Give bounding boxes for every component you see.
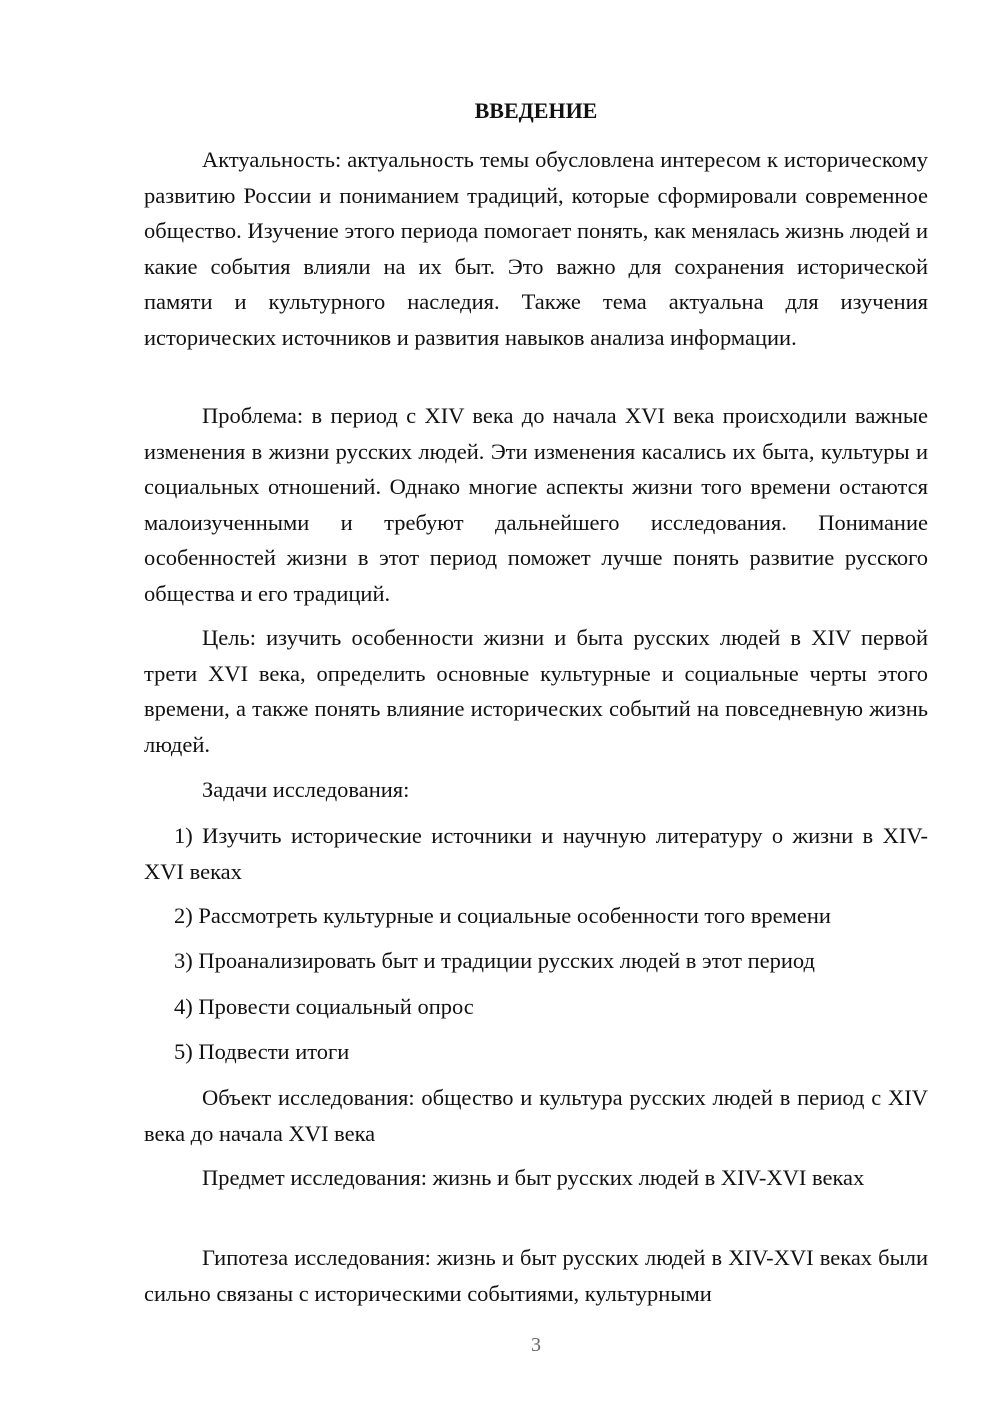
page-number: 3 [531,1334,541,1356]
goal-paragraph: Цель: изучить особенности жизни и быта русских людей в XIV первой трети XVI века, определить основные культурные и социальные черты этого времени, а также понять влияние исторических событий на повседневную жизнь людей. [144,625,928,757]
page-title: ВВЕДЕНИЕ [474,98,598,123]
tasks-heading: Задачи исследования: [202,777,410,802]
subject-paragraph: Предмет исследования: жизнь и быт русских людей в XIV-XVI веках [202,1165,865,1190]
task-item-2: 2) Рассмотреть культурные и социальные особенности того времени [174,903,831,928]
problem-paragraph: Проблема: в период с XIV века до начала XVI века происходили важные изменения в жизни русских людей. Эти изменения касались их быта, культуры и социальных отношений. Однако многие аспекты жизни того времени остаются малоизученными и требуют дальнейшего исследования. Понимание особенностей жизни в этот период поможет лучше понять развитие русского общества и его традиций. [144,403,928,606]
object-paragraph: Объект исследования: общество и культура русских людей в период с XIV века до начала XVI века [144,1085,928,1146]
task-item-3: 3) Проанализировать быт и традиции русских людей в этот период [174,948,815,973]
relevance-paragraph: Актуальность: актуальность темы обусловлена интересом к историческому развитию России и пониманием традиций, которые сформировали современное общество. Изучение этого периода помогает понять, как менялась жизнь людей и какие события влияли на их быт. Это важно для сохранения исторической памяти и культурного наследия. Также тема актуальна для изучения исторических источников и развития навыков анализа информации. [144,147,928,350]
hypothesis-paragraph: Гипотеза исследования: жизнь и быт русских людей в XIV-XVI веках были сильно связаны с историческими событиями, культурными [144,1245,928,1306]
document-page [144,0,928,1414]
task-item-1: 1) Изучить исторические источники и научную литературу о жизни в XIV-XVI веках [144,823,928,884]
task-item-4: 4) Провести социальный опрос [174,994,474,1019]
task-item-5: 5) Подвести итоги [174,1039,350,1064]
